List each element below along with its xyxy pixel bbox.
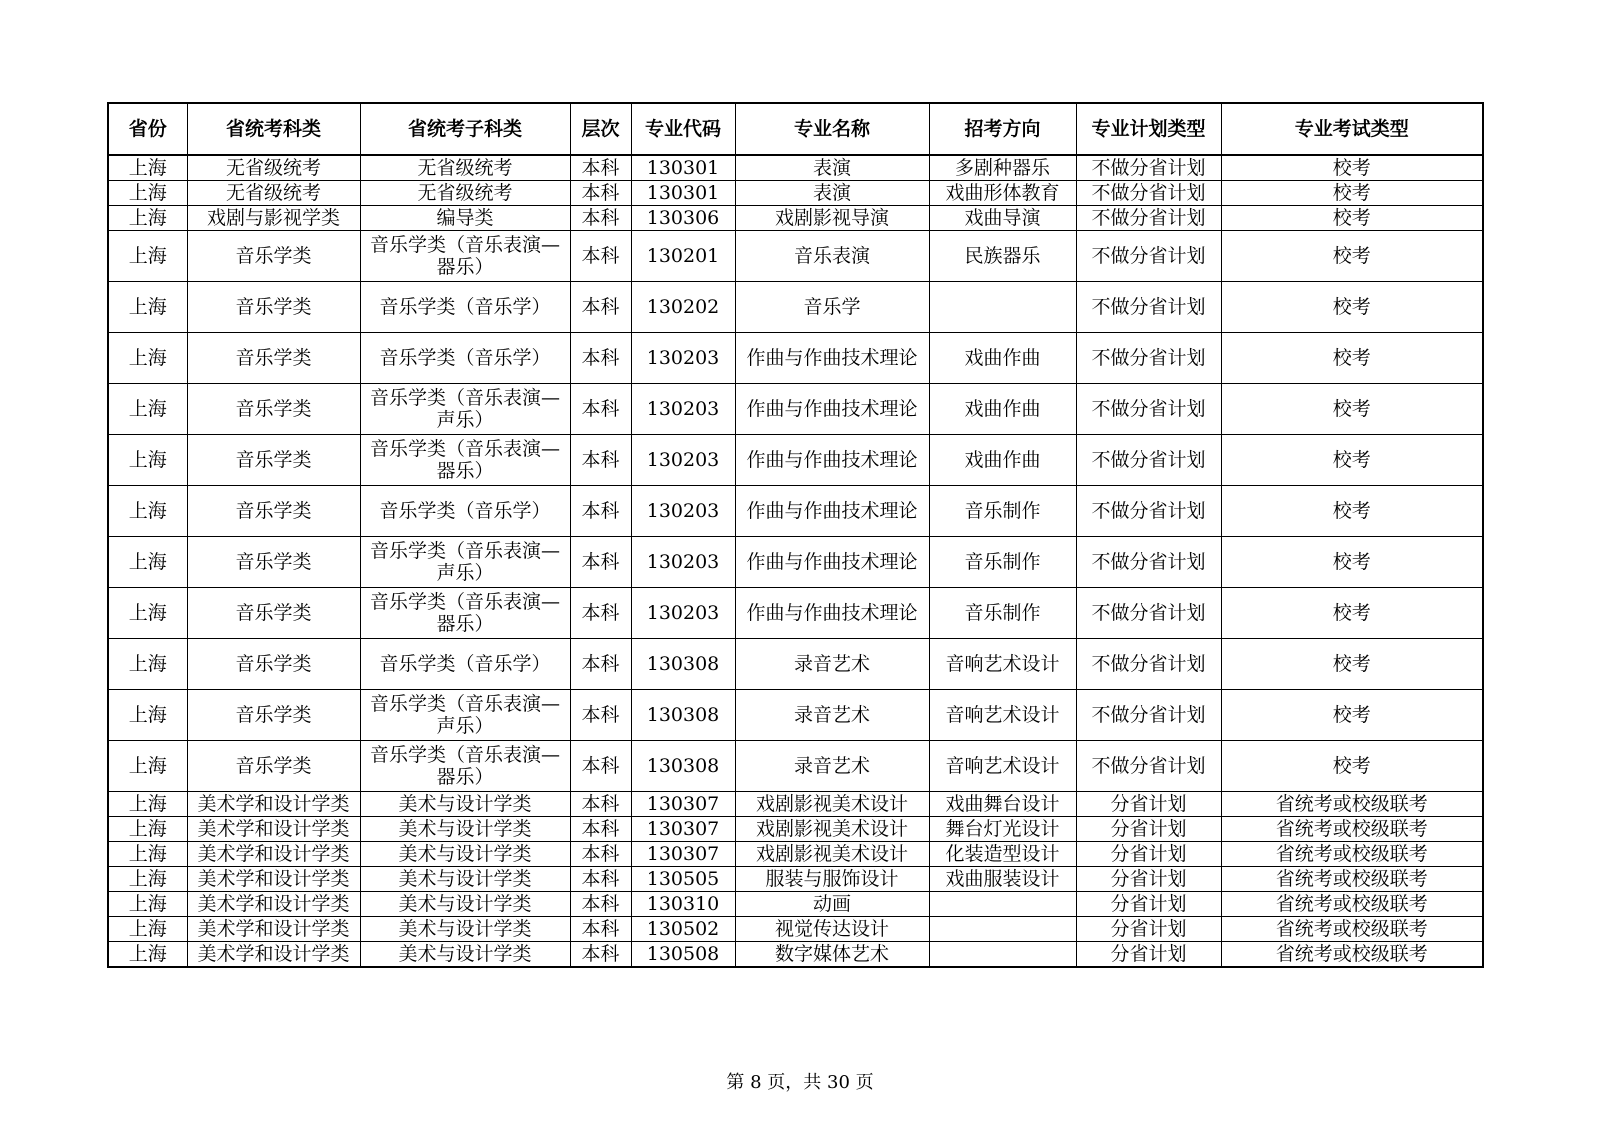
cell-exam-category: 美术学和设计学类 (187, 942, 360, 968)
cell-level: 本科 (570, 384, 631, 435)
table-row (108, 917, 1483, 942)
cell-exam-type: 省统考或校级联考 (1221, 917, 1483, 942)
cell-major-name: 视觉传达设计 (735, 917, 929, 942)
cell-level: 本科 (570, 155, 631, 181)
cell-direction: 音乐制作 (929, 537, 1076, 588)
cell-province: 上海 (108, 231, 187, 282)
cell-major-code: 130301 (631, 155, 735, 181)
cell-exam-type: 校考 (1221, 435, 1483, 486)
cell-plan-type: 不做分省计划 (1076, 486, 1221, 537)
cell-major-name: 戏剧影视美术设计 (735, 842, 929, 867)
cell-major-name: 服装与服饰设计 (735, 867, 929, 892)
cell-exam-subcategory: 美术与设计学类 (360, 792, 570, 817)
table-row (108, 231, 1483, 282)
cell-direction (929, 917, 1076, 942)
cell-level: 本科 (570, 537, 631, 588)
cell-level: 本科 (570, 741, 631, 792)
cell-exam-subcategory: 美术与设计学类 (360, 917, 570, 942)
cell-exam-subcategory: 音乐学类（音乐表演—声乐） (360, 537, 570, 588)
cell-level: 本科 (570, 231, 631, 282)
cell-level: 本科 (570, 333, 631, 384)
cell-level: 本科 (570, 206, 631, 231)
cell-exam-category: 美术学和设计学类 (187, 842, 360, 867)
cell-province: 上海 (108, 384, 187, 435)
cell-level: 本科 (570, 817, 631, 842)
cell-exam-category: 音乐学类 (187, 639, 360, 690)
cell-level: 本科 (570, 435, 631, 486)
table-header-row (108, 103, 1483, 155)
table-row (108, 435, 1483, 486)
cell-major-code: 130203 (631, 588, 735, 639)
cell-exam-type: 校考 (1221, 231, 1483, 282)
header-exam-type: 专业考试类型 (1221, 103, 1483, 155)
cell-plan-type: 不做分省计划 (1076, 537, 1221, 588)
cell-direction: 音响艺术设计 (929, 741, 1076, 792)
cell-province: 上海 (108, 155, 187, 181)
cell-province: 上海 (108, 181, 187, 206)
table-row (108, 486, 1483, 537)
cell-plan-type: 分省计划 (1076, 942, 1221, 968)
cell-major-name: 作曲与作曲技术理论 (735, 333, 929, 384)
cell-exam-subcategory: 美术与设计学类 (360, 942, 570, 968)
cell-level: 本科 (570, 588, 631, 639)
cell-level: 本科 (570, 842, 631, 867)
cell-exam-type: 校考 (1221, 206, 1483, 231)
cell-major-code: 130203 (631, 384, 735, 435)
cell-major-code: 130310 (631, 892, 735, 917)
cell-exam-category: 音乐学类 (187, 282, 360, 333)
table-row (108, 639, 1483, 690)
cell-level: 本科 (570, 867, 631, 892)
header-direction: 招考方向 (929, 103, 1076, 155)
cell-exam-category: 音乐学类 (187, 384, 360, 435)
cell-major-name: 录音艺术 (735, 690, 929, 741)
header-province: 省份 (108, 103, 187, 155)
cell-direction (929, 892, 1076, 917)
cell-major-code: 130306 (631, 206, 735, 231)
cell-direction: 戏曲作曲 (929, 384, 1076, 435)
cell-exam-type: 校考 (1221, 155, 1483, 181)
cell-exam-category: 音乐学类 (187, 537, 360, 588)
cell-exam-category: 音乐学类 (187, 435, 360, 486)
cell-exam-type: 校考 (1221, 690, 1483, 741)
cell-major-name: 动画 (735, 892, 929, 917)
cell-major-code: 130203 (631, 435, 735, 486)
cell-exam-type: 省统考或校级联考 (1221, 867, 1483, 892)
cell-exam-subcategory: 音乐学类（音乐表演—器乐） (360, 435, 570, 486)
table-row (108, 282, 1483, 333)
cell-direction: 戏曲作曲 (929, 333, 1076, 384)
cell-province: 上海 (108, 842, 187, 867)
cell-exam-type: 校考 (1221, 639, 1483, 690)
cell-major-code: 130308 (631, 690, 735, 741)
cell-level: 本科 (570, 639, 631, 690)
cell-plan-type: 分省计划 (1076, 842, 1221, 867)
cell-exam-category: 音乐学类 (187, 486, 360, 537)
cell-plan-type: 不做分省计划 (1076, 155, 1221, 181)
cell-major-code: 130301 (631, 181, 735, 206)
cell-exam-type: 校考 (1221, 741, 1483, 792)
cell-major-name: 音乐表演 (735, 231, 929, 282)
cell-exam-category: 音乐学类 (187, 741, 360, 792)
cell-province: 上海 (108, 741, 187, 792)
cell-direction (929, 282, 1076, 333)
cell-exam-category: 美术学和设计学类 (187, 867, 360, 892)
cell-exam-category: 无省级统考 (187, 181, 360, 206)
cell-major-code: 130201 (631, 231, 735, 282)
cell-major-code: 130203 (631, 537, 735, 588)
cell-exam-subcategory: 美术与设计学类 (360, 817, 570, 842)
cell-direction: 戏曲形体教育 (929, 181, 1076, 206)
cell-province: 上海 (108, 639, 187, 690)
cell-level: 本科 (570, 690, 631, 741)
cell-direction: 多剧种器乐 (929, 155, 1076, 181)
cell-direction (929, 942, 1076, 968)
table-row (108, 690, 1483, 741)
cell-direction: 民族器乐 (929, 231, 1076, 282)
cell-direction: 音响艺术设计 (929, 690, 1076, 741)
cell-plan-type: 分省计划 (1076, 867, 1221, 892)
cell-province: 上海 (108, 435, 187, 486)
cell-exam-type: 校考 (1221, 282, 1483, 333)
table-row (108, 333, 1483, 384)
cell-province: 上海 (108, 282, 187, 333)
cell-major-code: 130202 (631, 282, 735, 333)
header-exam-subcategory: 省统考子科类 (360, 103, 570, 155)
cell-exam-type: 校考 (1221, 588, 1483, 639)
cell-major-code: 130307 (631, 842, 735, 867)
cell-major-code: 130502 (631, 917, 735, 942)
cell-exam-subcategory: 音乐学类（音乐学） (360, 639, 570, 690)
cell-province: 上海 (108, 867, 187, 892)
cell-major-name: 作曲与作曲技术理论 (735, 588, 929, 639)
cell-province: 上海 (108, 206, 187, 231)
cell-major-name: 戏剧影视美术设计 (735, 792, 929, 817)
cell-exam-subcategory: 无省级统考 (360, 155, 570, 181)
cell-exam-category: 美术学和设计学类 (187, 917, 360, 942)
cell-major-code: 130308 (631, 741, 735, 792)
cell-direction: 戏曲服装设计 (929, 867, 1076, 892)
cell-plan-type: 不做分省计划 (1076, 282, 1221, 333)
table-body (108, 155, 1483, 967)
table-row (108, 741, 1483, 792)
cell-exam-subcategory: 音乐学类（音乐学） (360, 333, 570, 384)
cell-exam-type: 校考 (1221, 384, 1483, 435)
cell-level: 本科 (570, 181, 631, 206)
table-row (108, 588, 1483, 639)
table-row (108, 867, 1483, 892)
cell-exam-type: 校考 (1221, 181, 1483, 206)
cell-plan-type: 分省计划 (1076, 917, 1221, 942)
cell-province: 上海 (108, 792, 187, 817)
admission-table (107, 102, 1484, 968)
cell-level: 本科 (570, 792, 631, 817)
cell-exam-type: 省统考或校级联考 (1221, 792, 1483, 817)
cell-plan-type: 不做分省计划 (1076, 333, 1221, 384)
header-major-name: 专业名称 (735, 103, 929, 155)
cell-direction: 戏曲作曲 (929, 435, 1076, 486)
cell-major-name: 作曲与作曲技术理论 (735, 435, 929, 486)
cell-plan-type: 不做分省计划 (1076, 231, 1221, 282)
cell-direction: 戏曲舞台设计 (929, 792, 1076, 817)
cell-direction: 化装造型设计 (929, 842, 1076, 867)
cell-exam-category: 音乐学类 (187, 231, 360, 282)
cell-level: 本科 (570, 892, 631, 917)
cell-province: 上海 (108, 892, 187, 917)
cell-exam-subcategory: 音乐学类（音乐表演—声乐） (360, 690, 570, 741)
cell-major-name: 作曲与作曲技术理论 (735, 537, 929, 588)
cell-exam-type: 省统考或校级联考 (1221, 942, 1483, 968)
cell-exam-category: 音乐学类 (187, 690, 360, 741)
cell-exam-type: 省统考或校级联考 (1221, 892, 1483, 917)
cell-major-code: 130505 (631, 867, 735, 892)
cell-province: 上海 (108, 817, 187, 842)
table-row (108, 792, 1483, 817)
cell-major-name: 表演 (735, 155, 929, 181)
cell-major-name: 音乐学 (735, 282, 929, 333)
cell-exam-subcategory: 音乐学类（音乐学） (360, 282, 570, 333)
cell-direction: 戏曲导演 (929, 206, 1076, 231)
cell-major-code: 130307 (631, 817, 735, 842)
table-row (108, 181, 1483, 206)
header-level: 层次 (570, 103, 631, 155)
cell-level: 本科 (570, 942, 631, 968)
cell-major-name: 戏剧影视美术设计 (735, 817, 929, 842)
cell-major-name: 数字媒体艺术 (735, 942, 929, 968)
cell-plan-type: 不做分省计划 (1076, 206, 1221, 231)
cell-exam-category: 美术学和设计学类 (187, 892, 360, 917)
cell-direction: 音响艺术设计 (929, 639, 1076, 690)
cell-exam-category: 音乐学类 (187, 333, 360, 384)
header-exam-category: 省统考科类 (187, 103, 360, 155)
cell-province: 上海 (108, 537, 187, 588)
cell-plan-type: 不做分省计划 (1076, 384, 1221, 435)
cell-major-code: 130203 (631, 333, 735, 384)
table-row (108, 384, 1483, 435)
cell-major-name: 录音艺术 (735, 741, 929, 792)
cell-major-code: 130307 (631, 792, 735, 817)
cell-direction: 音乐制作 (929, 588, 1076, 639)
cell-level: 本科 (570, 282, 631, 333)
cell-exam-type: 校考 (1221, 486, 1483, 537)
cell-plan-type: 不做分省计划 (1076, 741, 1221, 792)
cell-exam-subcategory: 音乐学类（音乐学） (360, 486, 570, 537)
cell-province: 上海 (108, 588, 187, 639)
cell-exam-category: 戏剧与影视学类 (187, 206, 360, 231)
cell-plan-type: 不做分省计划 (1076, 588, 1221, 639)
cell-exam-subcategory: 音乐学类（音乐表演—器乐） (360, 588, 570, 639)
cell-exam-subcategory: 音乐学类（音乐表演—器乐） (360, 741, 570, 792)
cell-province: 上海 (108, 486, 187, 537)
cell-province: 上海 (108, 690, 187, 741)
cell-exam-subcategory: 美术与设计学类 (360, 892, 570, 917)
table-row (108, 942, 1483, 968)
cell-major-name: 作曲与作曲技术理论 (735, 486, 929, 537)
cell-plan-type: 不做分省计划 (1076, 435, 1221, 486)
cell-exam-category: 美术学和设计学类 (187, 792, 360, 817)
cell-plan-type: 分省计划 (1076, 892, 1221, 917)
table-row (108, 892, 1483, 917)
cell-plan-type: 分省计划 (1076, 817, 1221, 842)
cell-major-name: 录音艺术 (735, 639, 929, 690)
cell-exam-type: 校考 (1221, 537, 1483, 588)
cell-exam-subcategory: 无省级统考 (360, 181, 570, 206)
cell-province: 上海 (108, 942, 187, 968)
cell-major-name: 戏剧影视导演 (735, 206, 929, 231)
cell-direction: 舞台灯光设计 (929, 817, 1076, 842)
cell-level: 本科 (570, 917, 631, 942)
table-row (108, 206, 1483, 231)
cell-plan-type: 不做分省计划 (1076, 690, 1221, 741)
cell-plan-type: 分省计划 (1076, 792, 1221, 817)
cell-major-name: 表演 (735, 181, 929, 206)
cell-direction: 音乐制作 (929, 486, 1076, 537)
cell-major-code: 130508 (631, 942, 735, 968)
cell-major-code: 130308 (631, 639, 735, 690)
cell-exam-subcategory: 音乐学类（音乐表演—器乐） (360, 231, 570, 282)
cell-exam-category: 音乐学类 (187, 588, 360, 639)
cell-exam-category: 美术学和设计学类 (187, 817, 360, 842)
table-row (108, 817, 1483, 842)
cell-exam-type: 校考 (1221, 333, 1483, 384)
header-major-code: 专业代码 (631, 103, 735, 155)
cell-level: 本科 (570, 486, 631, 537)
cell-exam-type: 省统考或校级联考 (1221, 842, 1483, 867)
header-plan-type: 专业计划类型 (1076, 103, 1221, 155)
cell-exam-category: 无省级统考 (187, 155, 360, 181)
cell-exam-type: 省统考或校级联考 (1221, 817, 1483, 842)
table-row (108, 537, 1483, 588)
cell-exam-subcategory: 美术与设计学类 (360, 867, 570, 892)
table-row (108, 155, 1483, 181)
cell-major-code: 130203 (631, 486, 735, 537)
cell-exam-subcategory: 编导类 (360, 206, 570, 231)
cell-exam-subcategory: 音乐学类（音乐表演—声乐） (360, 384, 570, 435)
cell-plan-type: 不做分省计划 (1076, 181, 1221, 206)
table-row (108, 842, 1483, 867)
cell-province: 上海 (108, 333, 187, 384)
cell-major-name: 作曲与作曲技术理论 (735, 384, 929, 435)
page-footer: 第 8 页，共 30 页 (726, 1072, 874, 1093)
cell-plan-type: 不做分省计划 (1076, 639, 1221, 690)
cell-exam-subcategory: 美术与设计学类 (360, 842, 570, 867)
cell-province: 上海 (108, 917, 187, 942)
